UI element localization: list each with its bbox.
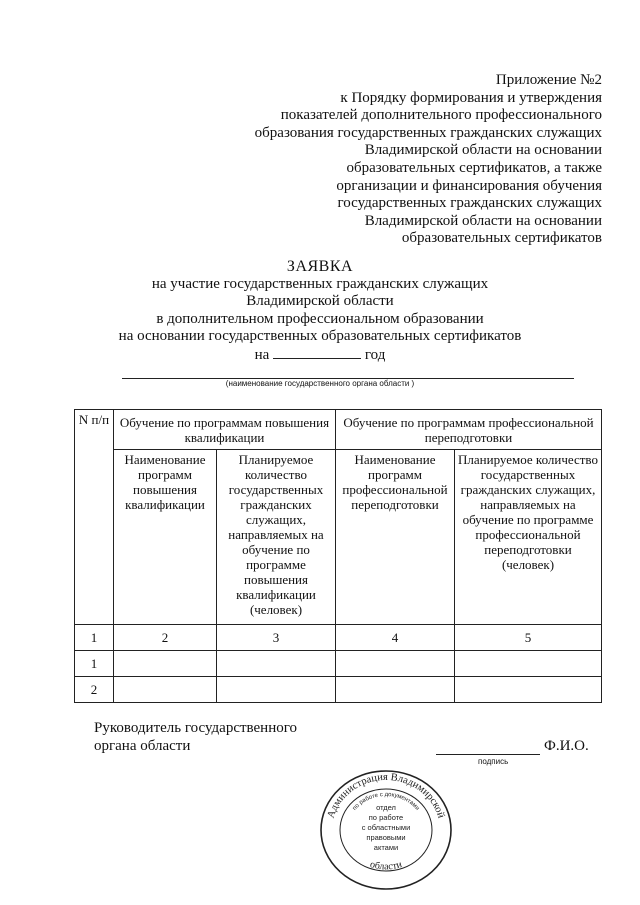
org-caption: (наименование государственного органа области ) — [225, 379, 415, 388]
table-cell[interactable] — [114, 676, 217, 702]
annex-line: Владимирской области на основании — [364, 142, 602, 159]
table-row — [75, 676, 602, 702]
title-line: на основании государственных образовательных сертификатов — [118, 328, 522, 345]
stamp-ring-bottom: области — [368, 859, 404, 873]
signatory-title — [94, 720, 297, 755]
title-heading: ЗАЯВКА — [286, 258, 354, 275]
table-cell[interactable] — [336, 650, 455, 676]
year-line — [0, 346, 640, 365]
title-line: в дополнительном профессиональном образовании — [156, 310, 484, 327]
signatory-line: органа области — [94, 737, 191, 754]
header-group-qualification: Обучение по программам повышения квалификации — [114, 410, 336, 450]
annex-line: образования государственных гражданских служащих — [254, 124, 602, 141]
title-line: Владимирской области — [246, 293, 394, 310]
row-number: 2 — [75, 676, 114, 702]
col-number: 3 — [217, 624, 336, 650]
annex-header — [202, 72, 602, 248]
annex-line: к Порядку формирования и утверждения — [340, 89, 602, 106]
application-table — [74, 409, 602, 703]
signature-caption: подпись — [478, 757, 509, 766]
stamp-ring-top: Администрация Владимирской — [325, 771, 447, 820]
table-cell[interactable] — [336, 676, 455, 702]
col-number: 2 — [114, 624, 217, 650]
header-planned-count: Планируемое количество государственных гражданских служащих, направляемых на обучение по программе повышения квалификации (человек) — [217, 450, 336, 625]
annex-line: государственных гражданских служащих — [337, 195, 602, 212]
fio-label: Ф.И.О. — [544, 738, 589, 754]
col-number: 4 — [336, 624, 455, 650]
stamp-center-line: по работе — [368, 813, 404, 822]
year-prefix: на — [254, 346, 270, 363]
table-row — [75, 650, 602, 676]
annex-line: показателей дополнительного профессионального — [280, 107, 602, 124]
header-retraining-name: Наименование программ профессиональной переподготовки — [336, 450, 455, 625]
annex-line: Владимирской области на основании — [364, 212, 602, 229]
signature-line[interactable] — [436, 754, 540, 755]
header-retraining-count: Планируемое количество государственных гражданских служащих, направляемых на обучение по программе профессиональной переподготовки (человек) — [455, 450, 602, 625]
col-number: 1 — [75, 624, 114, 650]
stamp-center-line: правовыми — [366, 833, 406, 842]
header-program-name: Наименование программ повышения квалификации — [114, 450, 217, 625]
signatory-line: Руководитель государственного — [94, 720, 298, 736]
annex-line: образовательных сертификатов, а также — [346, 159, 602, 176]
stamp-center-line: актами — [373, 843, 399, 852]
year-blank[interactable] — [273, 346, 361, 359]
stamp-center-line: с областными — [361, 823, 411, 832]
header-num: N п/п — [75, 410, 114, 625]
row-number: 1 — [75, 650, 114, 676]
annex-line: Приложение №2 — [495, 72, 602, 88]
annex-line: организации и финансирования обучения — [336, 177, 602, 194]
stamp-inner-ring: по работе с документами — [351, 791, 421, 812]
table-cell[interactable] — [455, 650, 602, 676]
table-cell[interactable] — [217, 676, 336, 702]
year-suffix: год — [364, 346, 386, 363]
annex-line: образовательных сертификатов — [401, 230, 602, 247]
table-cell[interactable] — [455, 676, 602, 702]
official-stamp — [318, 768, 454, 892]
title-line: на участие государственных гражданских служащих — [151, 275, 489, 292]
stamp-center-line: отдел — [376, 803, 396, 812]
header-group-retraining: Обучение по программам профессиональной переподготовки — [336, 410, 602, 450]
table-cell[interactable] — [217, 650, 336, 676]
col-number: 5 — [455, 624, 602, 650]
document-title — [0, 258, 640, 365]
table-cell[interactable] — [114, 650, 217, 676]
